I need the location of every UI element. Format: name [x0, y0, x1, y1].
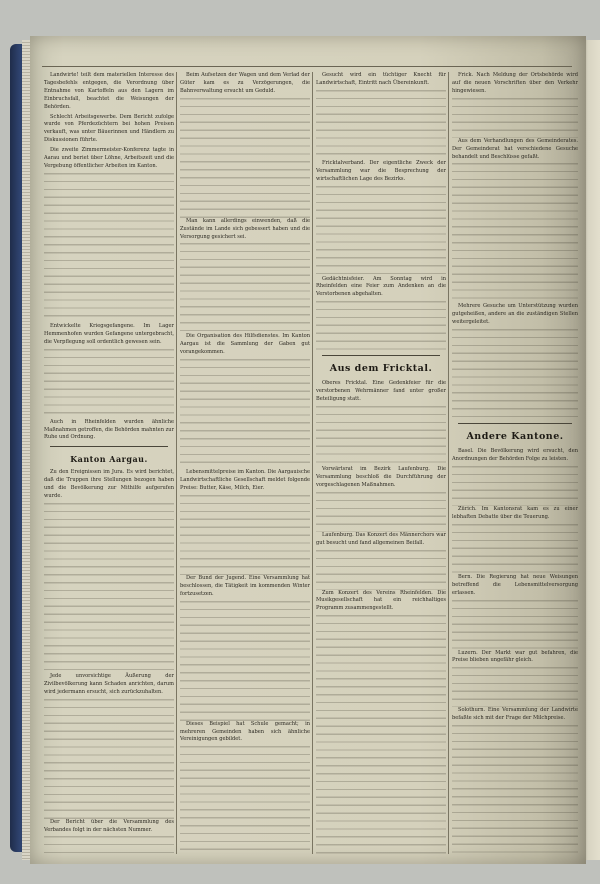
article-paragraph: Der Bericht über die Versammlung des Verbandes folgt in der nächsten Nummer. — [44, 818, 174, 833]
article-paragraph: Fricktalverband. Der eigentliche Zweck der Versammlung war die Besprechung der wirtschaftlichen Lage des Bezirks. — [316, 159, 446, 182]
article-paragraph: Schlecht Arbeitsgewerbe. Dem Bericht zufolge wurde von Pferdezüchtern bei hohen Preisen verkauft, was unter Bäuerinnen und Händlern zu Diskussionen führte. — [44, 113, 174, 144]
text-block — [452, 524, 578, 574]
section-heading-aus-dem-fricktal: Aus dem Fricktal. — [329, 363, 433, 375]
text-block — [316, 615, 446, 854]
article-paragraph: Zu den Ereignissen im Jura. Es wird berichtet, daß die Truppen ihre Stellungen bezogen haben und die Bevölkerung zur Mithilfe aufgerufen wurde. — [44, 469, 174, 500]
column-4 — [452, 72, 578, 854]
section-heading-andere-kantone: Andere Kantone. — [466, 431, 564, 443]
text-block — [316, 550, 446, 590]
article-paragraph: Solothurn. Eine Versammlung der Landwirte befaßte sich mit der Frage der Milchpreise. — [452, 707, 578, 722]
text-block — [316, 301, 446, 351]
article-paragraph: Die zweite Zimmermeister-Konferenz tagte in Aarau und beriet über Löhne, Arbeitszeit und die Vergebung öffentlicher Arbeiten im Kanton. — [44, 147, 174, 169]
text-block — [180, 98, 310, 218]
article-paragraph: Oberes Fricktal. Eine Gedenkfeier für die verstorbenen Wehrmänner fand unter großer Beteiligung statt. — [316, 380, 446, 403]
text-block — [452, 600, 578, 650]
text-block — [180, 359, 310, 469]
article-paragraph: Man kann allerdings einwenden, daß die Zustände im Lande sich gebessert haben und die Versorgung gesichert sei. — [180, 217, 310, 240]
text-block — [44, 699, 174, 819]
text-block — [44, 503, 174, 673]
article-paragraph: Zum Konzert des Vereins Rheinfelden. Die Musikgesellschaft hat ein reichhaltiges Programm zusammengestellt. — [316, 589, 446, 612]
text-block — [180, 243, 310, 333]
top-rule — [42, 66, 572, 67]
article-paragraph: Mehrere Gesuche um Unterstützung wurden gutgeheißen, andere an die zuständigen Stellen weitergeleitet. — [452, 303, 578, 326]
article-paragraph: Basel. Die Bevölkerung wird ersucht, den Anordnungen der Behörden Folge zu leisten. — [452, 448, 578, 463]
text-block — [180, 746, 310, 854]
article-paragraph: Auch in Rheinfelden wurden ähnliche Maßnahmen getroffen, die Behörden mahnten zur Ruhe und Ordnung. — [44, 418, 174, 441]
text-block — [452, 163, 578, 303]
article-paragraph: Lebensmittelpreise im Kanton. Die Aargauische Landwirtschaftliche Gesellschaft meldet folgende Preise: Butter, Käse, Milch, Eier. — [180, 469, 310, 491]
text-block — [44, 349, 174, 419]
column-divider — [448, 72, 449, 854]
article-paragraph: Der Bund der Jugend. Eine Versammlung hat beschlossen, die Tätigkeit im kommenden Winter fortzusetzen. — [180, 574, 310, 597]
article-paragraph: Gedächtnisfeier. Am Sonntag wird in Rheinfelden eine Feier zum Andenken an die Verstorbenen abgehalten. — [316, 275, 446, 298]
text-block — [316, 186, 446, 276]
text-block — [452, 667, 578, 707]
article-paragraph: Dieses Beispiel hat Schule gemacht; in mehreren Gemeinden haben sich ähnliche Vereinigungen gebildet. — [180, 720, 310, 743]
column-divider — [312, 72, 313, 854]
text-block — [452, 98, 578, 138]
section-rule — [322, 355, 440, 356]
text-block — [180, 495, 310, 575]
section-heading-kanton-aargau: Kanton Aargau. — [70, 454, 148, 465]
text-block — [44, 836, 174, 854]
section-rule — [458, 423, 572, 424]
article-paragraph: Beim Aufsetzen der Wagen und dem Verlad der Güter kam es zu Verzögerungen, die Bahnverwaltung ersucht um Geduld. — [180, 72, 310, 94]
text-block — [44, 173, 174, 323]
column-1 — [44, 72, 174, 854]
newspaper-page — [30, 36, 586, 864]
article-paragraph: Die Organisation des Hilfsdienstes. Im Kanton Aargau ist die Sammlung der Gaben gut vorangekommen. — [180, 333, 310, 356]
article-paragraph: Luzern. Der Markt war gut befahren, die Preise blieben ungefähr gleich. — [452, 649, 578, 664]
text-block — [180, 601, 310, 721]
column-2 — [180, 72, 310, 854]
article-paragraph: Frick. Nach Meldung der Ortsbehörde wird auf die neuen Vorschriften über den Verkehr hingewiesen. — [452, 72, 578, 94]
section-rule — [50, 446, 168, 447]
article-paragraph: Landwirte! teilt dem materiellen Interesse des Tagesbefehls entgegen, die Verordnung über Entnahme von Kartoffeln aus den Lagern im Einbruchsfall, beachtet die Weisungen der Behörden. — [44, 72, 174, 110]
article-paragraph: Zürich. Im Kantonsrat kam es zu einer lebhaften Debatte über die Teuerung. — [452, 505, 578, 520]
article-paragraph: Bern. Die Regierung hat neue Weisungen betreffend die Lebensmittelversorgung erlassen. — [452, 573, 578, 596]
text-block — [316, 492, 446, 532]
article-paragraph: Jede unvorsichtige Äußerung der Zivilbevölkerung kann Schaden anrichten, darum wird jedermann ersucht, sich zurückzuhalten. — [44, 672, 174, 695]
column-divider — [176, 72, 177, 854]
text-block — [316, 90, 446, 160]
article-paragraph: Gesucht wird ein tüchtiger Knecht für Landwirtschaft, Eintritt nach Übereinkunft. — [316, 72, 446, 86]
text-block — [452, 466, 578, 506]
article-paragraph: Aus dem Verhandlungen des Gemeinderates. Der Gemeinderat hat verschiedene Gesuche behandelt und Beschlüsse gefaßt. — [452, 137, 578, 160]
text-block — [316, 406, 446, 466]
article-paragraph: Vorwärtsrat im Bezirk Laufenburg. Die Versammlung beschloß die Durchführung der vorgeschlagenen Maßnahmen. — [316, 465, 446, 488]
article-paragraph: Laufenburg. Das Konzert des Männerchors war gut besucht und fand allgemeinen Beifall. — [316, 531, 446, 546]
column-3 — [316, 72, 446, 854]
text-block — [452, 329, 578, 419]
article-paragraph: Entwickelte Kriegsgefangene. Im Lager Hemmenhofen wurden Gefangene untergebracht, die Verpflegung soll ordentlich gewesen sein. — [44, 322, 174, 345]
text-block — [452, 725, 578, 854]
